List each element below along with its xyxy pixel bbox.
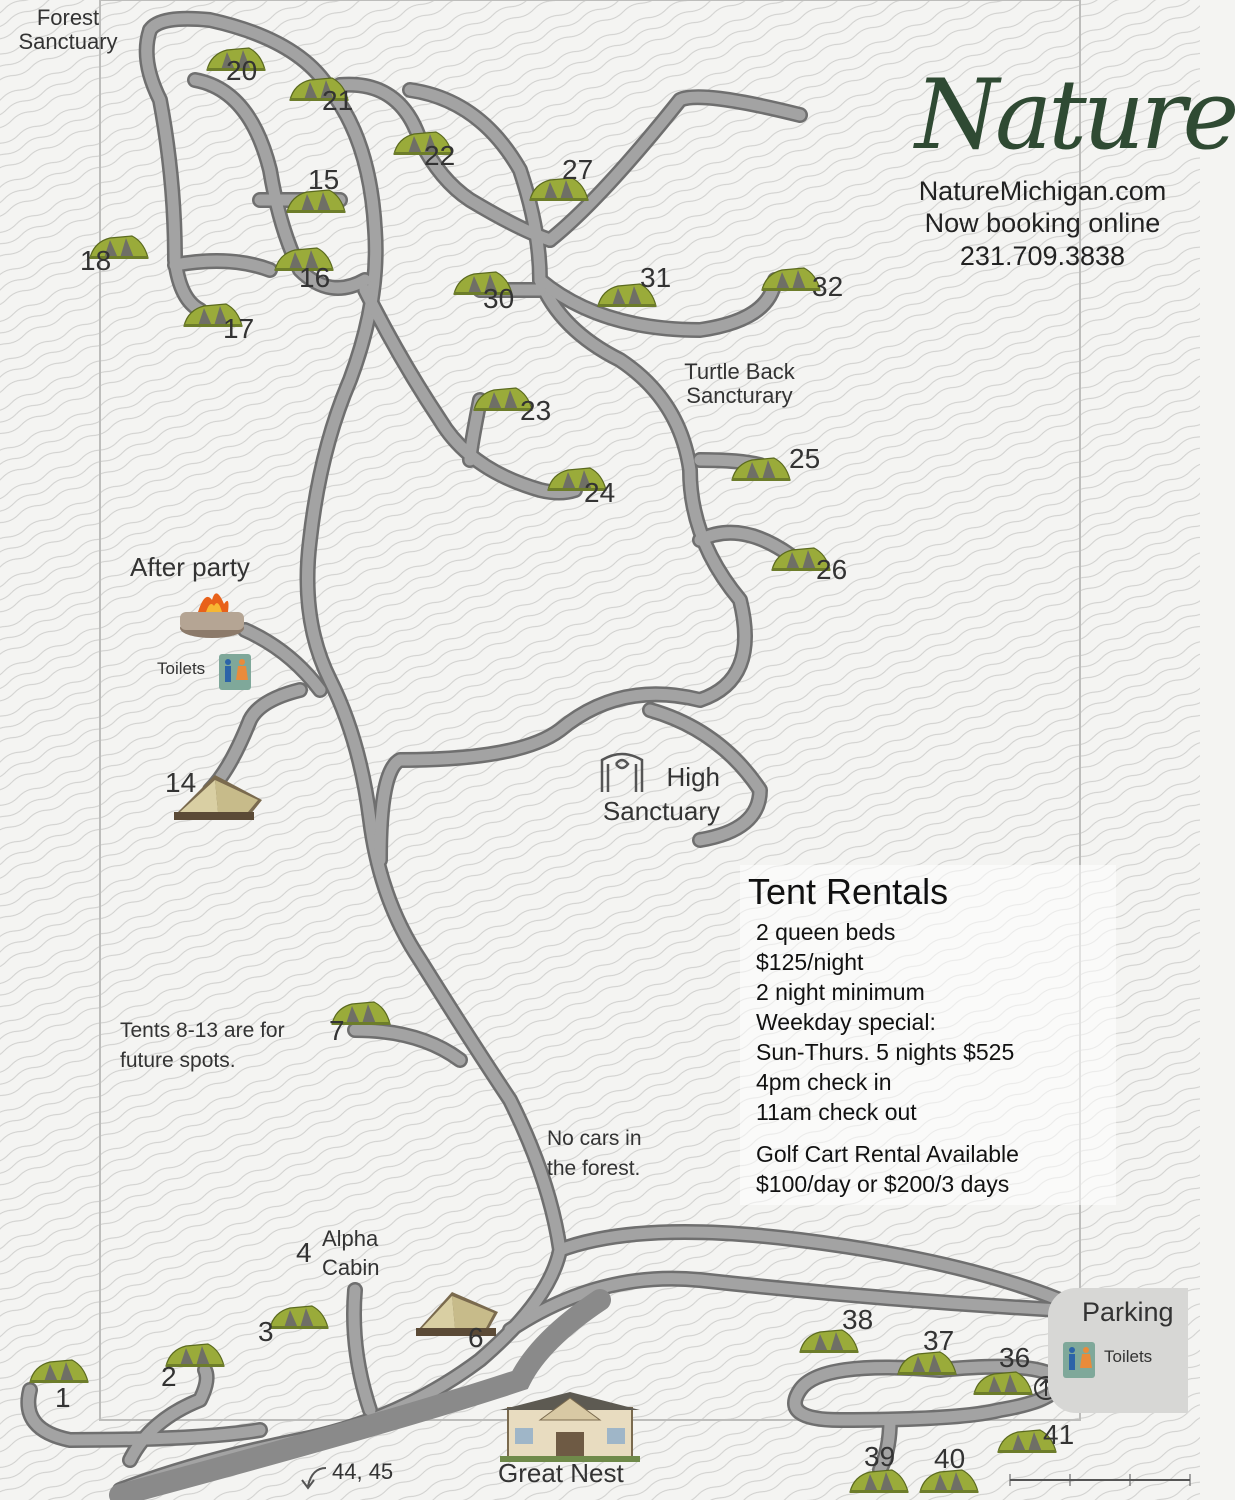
forest-sanctuary-label: Forest Sanctuary: [18, 5, 118, 55]
tent-icon: [730, 454, 792, 482]
tent-rentals-title: Tent Rentals: [748, 871, 949, 912]
site-number: 6: [468, 1322, 484, 1353]
site-number: 27: [562, 154, 594, 185]
website-link[interactable]: NatureMichigan.com: [918, 176, 1167, 206]
tent-icon: [268, 1302, 330, 1330]
rental-detail: 11am check out: [756, 1099, 917, 1125]
tent-rentals-panel: [740, 865, 1116, 1205]
site-number: 3: [258, 1316, 274, 1347]
site-number: 17: [223, 313, 255, 344]
toilets-icon: [219, 654, 251, 690]
rental-detail: $125/night: [756, 949, 864, 975]
site-number: 24: [584, 477, 616, 508]
high-sanctuary-label: High Sanctuary: [602, 762, 720, 826]
contact-info: [900, 175, 1185, 272]
turtle-back-label: Turtle Back Sancturary: [684, 359, 795, 409]
nature-logo: Nature: [915, 59, 1235, 171]
booking-text: Now booking online: [924, 208, 1161, 239]
rental-detail: 4pm check in: [756, 1069, 892, 1095]
site-number: 32: [812, 271, 844, 302]
alpha-cabin-label: Alpha Cabin: [322, 1226, 380, 1280]
toilets-label: Toilets: [1104, 1347, 1153, 1366]
site-number: 41: [1043, 1419, 1075, 1450]
site-number: 38: [842, 1304, 874, 1335]
rental-detail: Sun-Thurs. 5 nights $525: [756, 1039, 1015, 1065]
site-number: 15: [308, 164, 340, 195]
great-nest-label: Great Nest: [498, 1458, 624, 1488]
toilets-label: Toilets: [157, 659, 206, 678]
rental-detail: Weekday special:: [756, 1009, 936, 1035]
no-cars-note: No cars in the forest.: [547, 1127, 642, 1180]
tent-icon: [28, 1356, 90, 1384]
site-number: 22: [424, 140, 456, 171]
phone-number[interactable]: 231.709.3838: [959, 240, 1126, 271]
golf-cart-detail: Golf Cart Rental Available: [756, 1141, 1019, 1167]
site-number: 16: [299, 262, 331, 293]
rental-detail: 2 queen beds: [756, 919, 896, 945]
after-party-label: After party: [130, 552, 250, 582]
rental-detail: 2 night minimum: [756, 979, 925, 1005]
site-number: 26: [816, 554, 848, 585]
site-number: 2: [161, 1361, 177, 1392]
future-spots-note: Tents 8-13 are for future spots.: [120, 1019, 285, 1072]
site-number: 7: [329, 1015, 345, 1046]
site-number: 37: [923, 1325, 955, 1356]
site-number: 36: [999, 1342, 1031, 1373]
site-number: 18: [80, 245, 112, 276]
site-number: 20: [226, 55, 258, 86]
toilets-icon: [1063, 1342, 1095, 1378]
site-number: 21: [322, 85, 354, 116]
site-number: 30: [483, 283, 515, 314]
golf-cart-detail: $100/day or $200/3 days: [756, 1171, 1010, 1197]
site-number: 14: [165, 767, 197, 798]
site-number: 40: [934, 1443, 966, 1474]
site-number: 23: [520, 395, 552, 426]
site-number: 1: [55, 1382, 71, 1413]
site-number: 25: [789, 443, 821, 474]
offsite-sites-label: 44, 45: [332, 1459, 394, 1484]
parking-label: Parking: [1082, 1297, 1174, 1327]
site-number: 31: [640, 262, 672, 293]
site-number: 4: [296, 1237, 312, 1268]
site-number: 39: [864, 1441, 896, 1472]
